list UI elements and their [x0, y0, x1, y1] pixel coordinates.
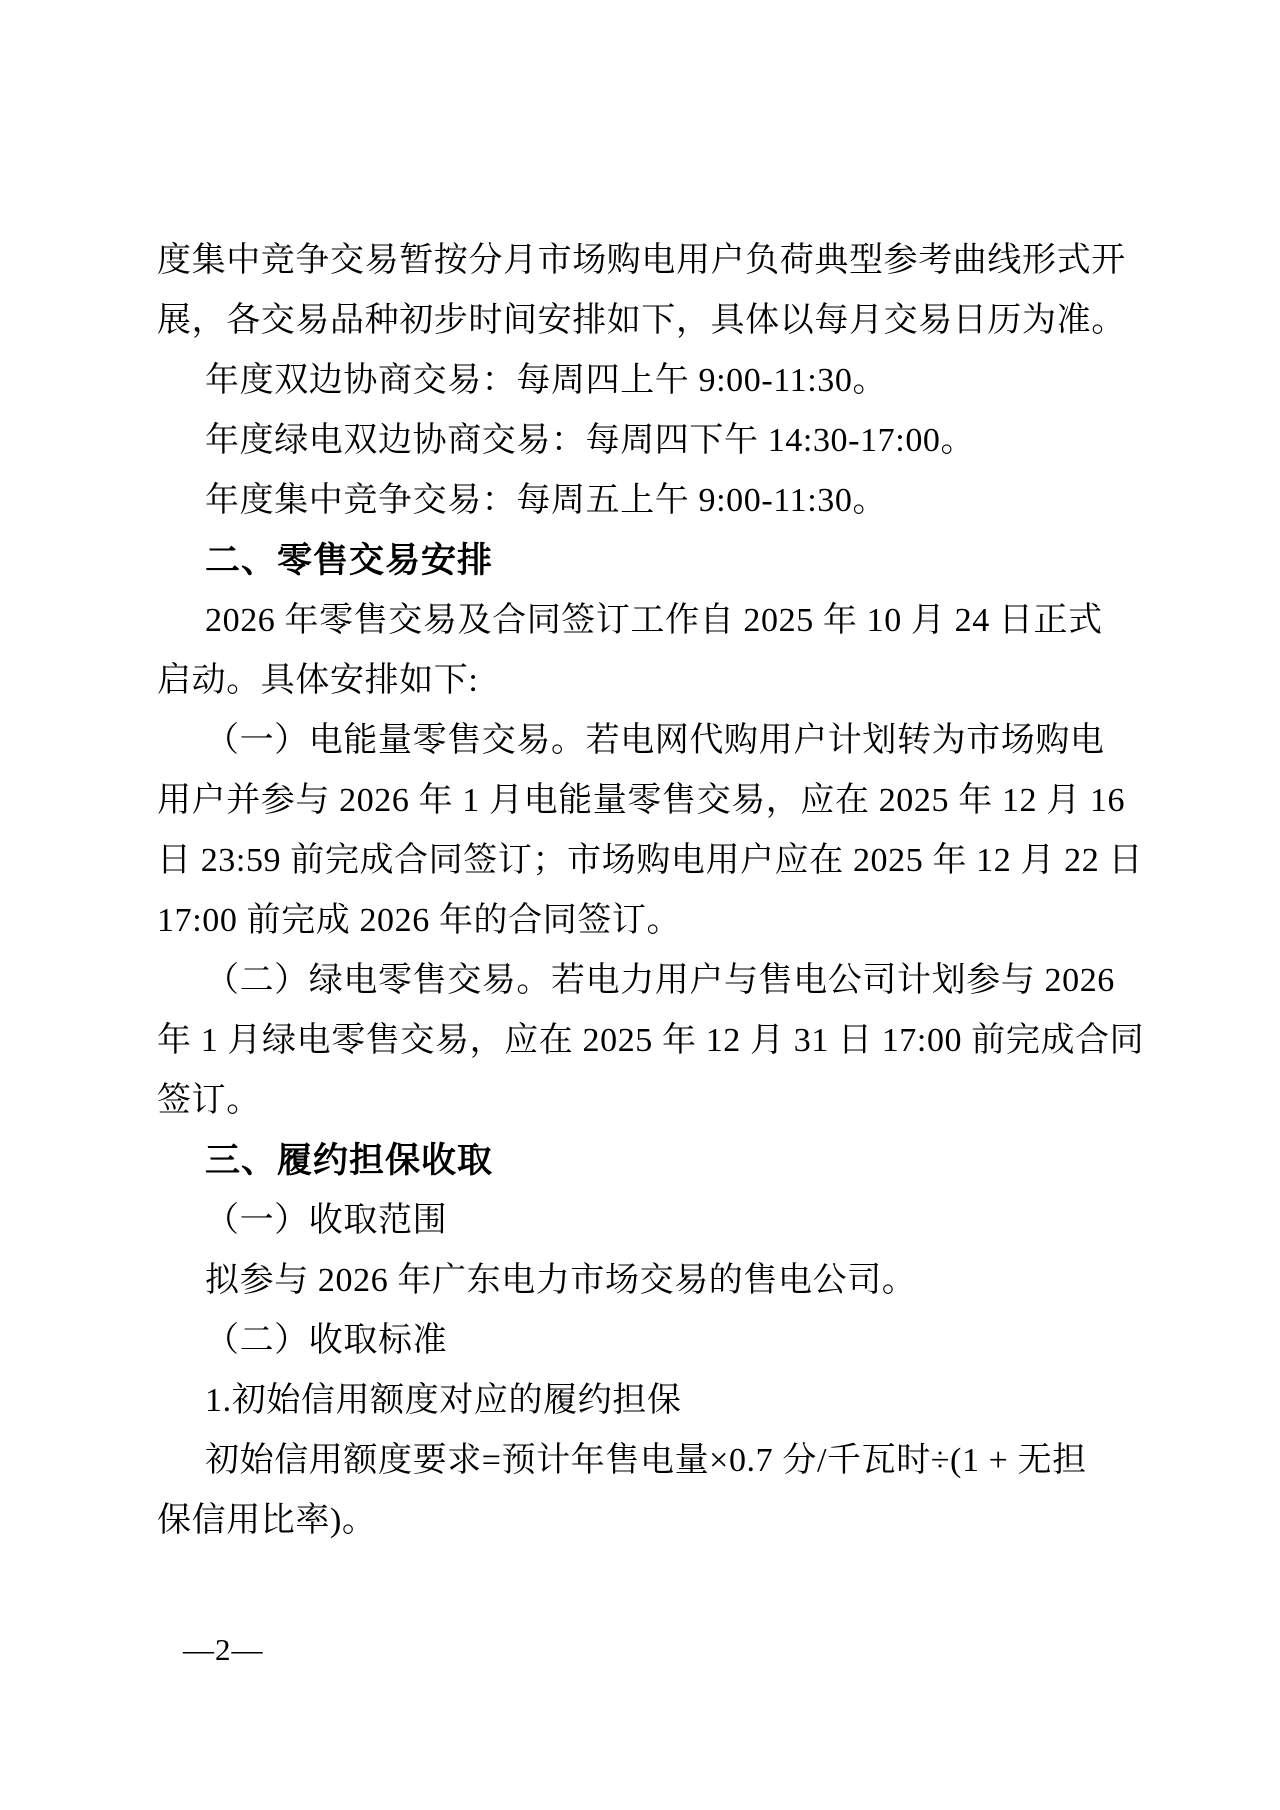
text-line: （一）电能量零售交易。若电网代购用户计划转为市场购电	[205, 722, 1105, 759]
text-line: 拟参与 2026 年广东电力市场交易的售电公司。	[205, 1262, 917, 1299]
text-line: 1.初始信用额度对应的履约担保	[205, 1382, 682, 1419]
section-heading: 三、履约担保收取	[205, 1141, 494, 1180]
page-number: —2—	[183, 1632, 264, 1667]
document-body	[157, 231, 1145, 1551]
text-line: 初始信用额度要求=预计年售电量×0.7 分/千瓦时÷(1 + 无担	[205, 1442, 1087, 1479]
text-line: 年度集中竞争交易：每周五上午 9:00-11:30。	[205, 482, 888, 519]
text-line: 2026 年零售交易及合同签订工作自 2025 年 10 月 24 日正式	[205, 602, 1103, 639]
text-line: 用户并参与 2026 年 1 月电能量零售交易，应在 2025 年 12 月 16	[157, 782, 1126, 819]
text-line: 展，各交易品种初步时间安排如下，具体以每月交易日历为准。	[157, 302, 1126, 339]
text-line: 度集中竞争交易暂按分月市场购电用户负荷典型参考曲线形式开	[157, 242, 1126, 279]
text-line: 17:00 前完成 2026 年的合同签订。	[157, 902, 682, 939]
text-line: 日 23:59 前完成合同签订；市场购电用户应在 2025 年 12 月 22 日	[157, 842, 1144, 879]
text-line: 年度绿电双边协商交易：每周四下午 14:30-17:00。	[205, 422, 976, 459]
text-line: 年度双边协商交易：每周四上午 9:00-11:30。	[205, 362, 888, 399]
text-line: （二）收取标准	[205, 1322, 448, 1359]
text-line: 启动。具体安排如下:	[157, 662, 479, 699]
text-line: （二）绿电零售交易。若电力用户与售电公司计划参与 2026	[205, 962, 1115, 999]
text-line: （一）收取范围	[205, 1202, 448, 1239]
section-heading: 二、零售交易安排	[205, 541, 494, 580]
text-line: 签订。	[157, 1082, 261, 1119]
text-line: 年 1 月绿电零售交易，应在 2025 年 12 月 31 日 17:00 前完成合同	[157, 1022, 1145, 1059]
text-line: 保信用比率)。	[157, 1502, 377, 1539]
